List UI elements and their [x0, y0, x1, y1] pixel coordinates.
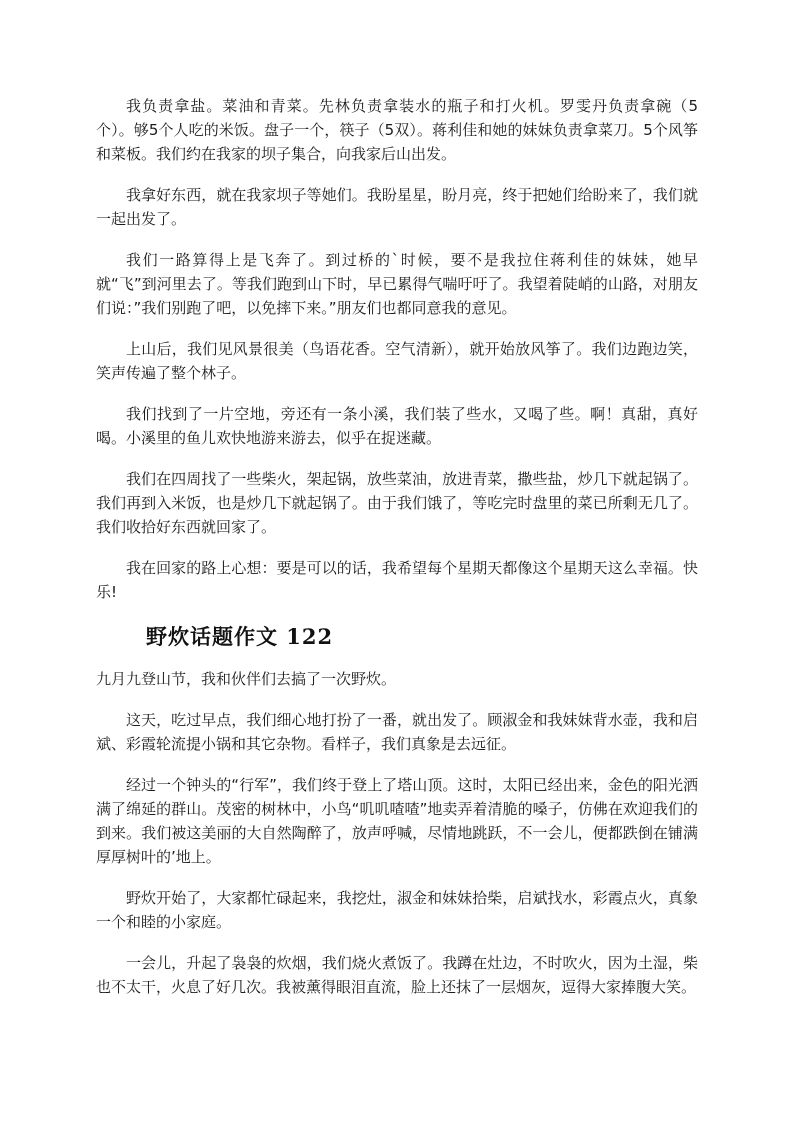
- paragraph: 这天，吃过早点，我们细心地打扮了一番，就出发了。顾淑金和我妹妹背水壶，我和启斌、彩霞轮流提小锅和其它杂物。看样子，我们真象是去远征。: [96, 711, 698, 753]
- paragraph: 上山后，我们见风景很美（鸟语花香。空气清新），就开始放风筝了。我们边跑边笑，笑声传遍了整个林子。: [96, 340, 698, 382]
- paragraph: 野炊开始了，大家都忙碌起来，我挖灶，淑金和妹妹拾柴，启斌找水，彩霞点火，真象一个和睦的小家庭。: [96, 889, 698, 931]
- paragraph: 一会儿，升起了袅袅的炊烟，我们烧火煮饭了。我蹲在灶边，不时吹火，因为土湿，柴也不太干，火息了好几次。我被薰得眼泪直流，脸上还抹了一层烟灰，逗得大家捧腹大笑。: [96, 954, 698, 996]
- essay-title: 野炊话题作文 122: [146, 624, 334, 649]
- paragraph: 我们一路算得上是飞奔了。到过桥的`时候，要不是我拉住蒋利佳的妹妹，她早就“飞”到河里去了。等我们跑到山下时，早已累得气喘吁吁了。我望着陡峭的山路，对朋友们说：”我们别跑了吧，以免摔下来。”朋友们也都同意我的意见。: [96, 251, 698, 317]
- document-body: [96, 94, 698, 1016]
- opening-line: 九月九登山节，我和伙伴们去搞了一次野炊。: [96, 670, 397, 688]
- paragraph: 我拿好东西，就在我家坝子等她们。我盼星星，盼月亮，终于把她们给盼来了，我们就一起出发了。: [96, 186, 698, 228]
- paragraph: 我在回家的路上心想：要是可以的话，我希望每个星期天都像这个星期天这么幸福。快乐!: [96, 559, 698, 601]
- paragraph: 我负责拿盐。菜油和青菜。先林负责拿装水的瓶子和打火机。罗雯丹负责拿碗（5个）。够5个人吃的米饭。盘子一个，筷子（5双）。蒋利佳和她的妹妹负责拿菜刀。5个风筝和菜板。我们约在我家的坝子集合，向我家后山出发。: [96, 97, 698, 163]
- paragraph: 经过一个钟头的“行军”，我们终于登上了塔山顶。这时，太阳已经出来，金色的阳光洒满了绵延的群山。茂密的树林中，小鸟“叽叽喳喳”地卖弄着清脆的嗓子，仿佛在欢迎我们的到来。我们被这美丽的大自然陶醉了，放声呼喊，尽情地跳跃，不一会儿，便都跌倒在铺满厚厚树叶的’地上。: [96, 776, 698, 866]
- paragraph: 我们在四周找了一些柴火，架起锅，放些菜油，放进青菜，撒些盐，炒几下就起锅了。我们再到入米饭，也是炒几下就起锅了。由于我们饿了，等吃完时盘里的菜已所剩无几了。我们收拾好东西就回家了。: [96, 470, 698, 536]
- paragraph: 我们找到了一片空地，旁还有一条小溪，我们装了些水，又喝了些。啊！真甜，真好喝。小溪里的鱼儿欢快地游来游去，似乎在捉迷藏。: [96, 405, 698, 447]
